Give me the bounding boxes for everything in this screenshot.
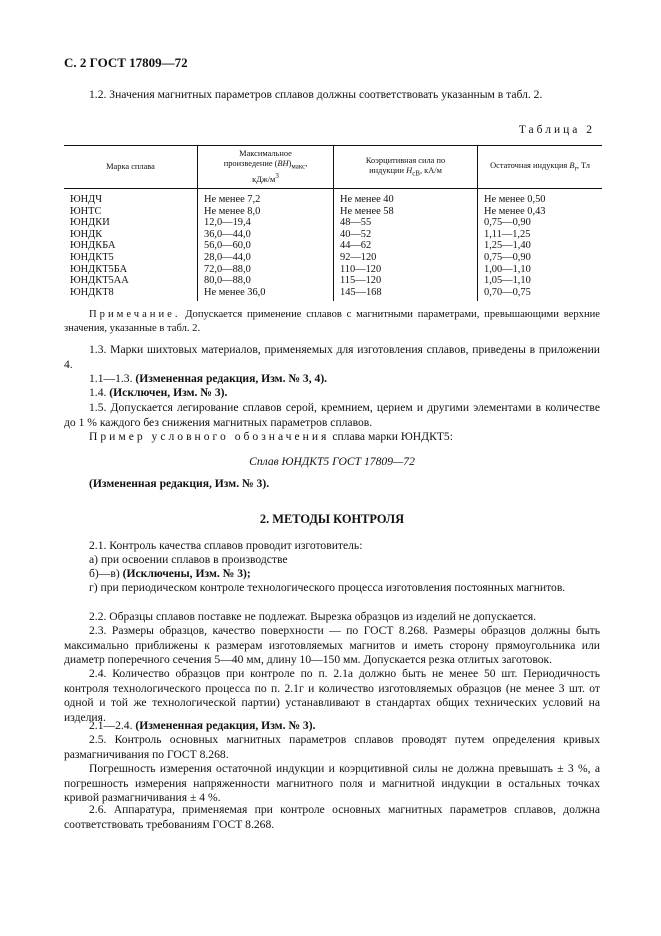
table-row <box>64 264 602 276</box>
paragraph-1-1-1-3-change: 1.1—1.3. (Измененная редакция, Изм. № 3, 4). <box>89 372 328 385</box>
table-row <box>64 229 602 241</box>
header-coercive-force: Коэрцитивная сила по индукции $H_{cB}$, кА/м <box>334 146 478 189</box>
header-max-energy-product: Максимальное произведение $(BH)_{макс}$, кДж/$м^3$ <box>198 146 334 189</box>
table-row <box>64 252 602 264</box>
cell-coercive: 40—52 <box>334 229 478 241</box>
cell-energy: Не менее 7,2 <box>198 189 334 206</box>
cell-coercive: 115—120 <box>334 275 478 287</box>
paragraph-2-1-2-4-change: 2.1—2.4. (Измененная редакция, Изм. № 3). <box>89 719 316 732</box>
cell-induction: 1,25—1,40 <box>478 240 603 252</box>
paragraph-1-4: 1.4. (Исключен, Изм. № 3). <box>89 386 228 399</box>
paragraph-2-2: 2.2. Образцы сплавов поставке не подлежат. Вырезка образцов из изделий не допускается. <box>89 610 537 623</box>
paragraph-1-2: 1.2. Значения магнитных параметров сплавов должны соответствовать указанным в табл. 2. <box>89 88 543 101</box>
cell-coercive: Не менее 40 <box>334 189 478 206</box>
table-caption: Таблица 2 <box>518 124 595 136</box>
cell-energy: 80,0—88,0 <box>198 275 334 287</box>
cell-grade: ЮНДКТ5АА <box>70 275 129 287</box>
table-header-row <box>64 146 602 189</box>
designation-example: Сплав ЮНДКТ5 ГОСТ 17809—72 <box>249 455 415 468</box>
cell-induction: Не менее 0,43 <box>478 206 603 218</box>
paragraph-1-5: 1.5. Допускается легирование сплавов серой, кремнием, церием и другими элементами в количестве до 1 % каждого без снижения магнитных параметров сплавов. <box>64 401 600 429</box>
cell-grade: ЮНДКИ <box>70 217 110 229</box>
paragraph-2-1-b-v: б)—в) (Исключены, Изм. № 3); <box>89 567 251 580</box>
paragraph-2-6: 2.6. Аппаратура, применяемая при контроле основных магнитных параметров сплавов, должна соответствовать требованиям ГОСТ 8.268. <box>64 803 600 831</box>
magnetic-parameters-table <box>64 145 602 301</box>
paragraph-2-4: 2.4. Количество образцов при контроле по п. 2.1а должно быть не менее 50 шт. Периодичность контроля технологического процесса по п. 2.1г и количество изготовляемых образцов (не менее 3 шт. от одной и той же технологической партии) устанавливают в стандартах общих технических условий на изделия. <box>64 667 600 724</box>
paragraph-2-1: 2.1. Контроль качества сплавов проводит изготовитель: <box>89 539 363 552</box>
table-row <box>64 189 602 206</box>
cell-energy: Не менее 8,0 <box>198 206 334 218</box>
table-row <box>64 206 602 218</box>
cell-induction: Не менее 0,50 <box>478 189 603 206</box>
paragraph-2-1-g: г) при периодическом контроле технологического процесса изготовления постоянных магнитов. <box>89 581 566 594</box>
cell-energy: 56,0—60,0 <box>198 240 334 252</box>
cell-grade: ЮНДК <box>70 228 103 240</box>
cell-grade: ЮНДКТ5БА <box>70 263 128 275</box>
cell-grade: ЮНДЧ <box>70 194 103 205</box>
cell-energy: 28,0—44,0 <box>198 252 334 264</box>
note-text: Допускается применение сплавов с магнитными параметрами, превышающими верхние значения, указанные в табл. 2. <box>64 309 600 334</box>
table-row <box>64 240 602 252</box>
paragraph-2-1-a: а) при освоении сплавов в производстве <box>89 553 288 566</box>
table-note <box>64 308 600 336</box>
page-header: С. 2 ГОСТ 17809—72 <box>64 55 188 70</box>
cell-induction: 0,70—0,75 <box>478 287 603 302</box>
changed-edition-note: (Измененная редакция, Изм. № 3). <box>89 477 270 490</box>
header-alloy-grade: Марка сплава <box>64 146 198 189</box>
cell-energy: 72,0—88,0 <box>198 264 334 276</box>
cell-induction: 1,00—1,10 <box>478 264 603 276</box>
cell-induction: 0,75—0,90 <box>478 252 603 264</box>
paragraph-2-5: 2.5. Контроль основных магнитных параметров сплавов проводят путем определения кривых размагничивания по ГОСТ 8.268. <box>64 733 600 761</box>
header-remanent-induction: Остаточная индукция $B_r$, Тл <box>478 146 603 189</box>
cell-coercive: 92—120 <box>334 252 478 264</box>
table-row <box>64 287 602 302</box>
cell-energy: Не менее 36,0 <box>198 287 334 302</box>
paragraph-1-3: 1.3. Марки шихтовых материалов, применяемых для изготовления сплавов, приведены в приложении 4. <box>64 343 600 371</box>
note-label: Примечание. <box>89 309 181 320</box>
cell-induction: 0,75—0,90 <box>478 217 603 229</box>
table-row <box>64 275 602 287</box>
cell-coercive: 145—168 <box>334 287 478 302</box>
cell-grade: ЮНДКТ5 <box>70 251 114 263</box>
cell-coercive: Не менее 58 <box>334 206 478 218</box>
paragraph-2-5-accuracy: Погрешность измерения остаточной индукции и коэрцитивной силы не должна превышать ± 3 %, а погрешность измерения напряженности магнитного поля и магнитной индукции в остальных точках кривой размагничивания ± 4 %. <box>64 762 600 805</box>
cell-energy: 12,0—19,4 <box>198 217 334 229</box>
cell-induction: 1,11—1,25 <box>478 229 603 241</box>
cell-coercive: 48—55 <box>334 217 478 229</box>
cell-energy: 36,0—44,0 <box>198 229 334 241</box>
cell-coercive: 110—120 <box>334 264 478 276</box>
cell-grade: ЮНДКТ8 <box>70 286 114 298</box>
cell-grade: ЮНТС <box>70 205 102 217</box>
cell-coercive: 44—62 <box>334 240 478 252</box>
cell-grade: ЮНДКБА <box>70 240 116 252</box>
paragraph-2-3: 2.3. Размеры образцов, качество поверхности — по ГОСТ 8.268. Размеры образцов должны быть максимально приближены к размерам изготовляемых магнитов и иметь сторону прямоугольника или диаметр поперечного сечения 5—40 мм, длину 10—150 мм. Допускается резка отлитых заготовок. <box>64 624 600 667</box>
cell-induction: 1,05—1,10 <box>478 275 603 287</box>
designation-example-intro: Пример условного обозначения сплава марки ЮНДКТ5: <box>89 430 453 443</box>
section-2-title: 2. МЕТОДЫ КОНТРОЛЯ <box>259 512 405 526</box>
table-row <box>64 217 602 229</box>
